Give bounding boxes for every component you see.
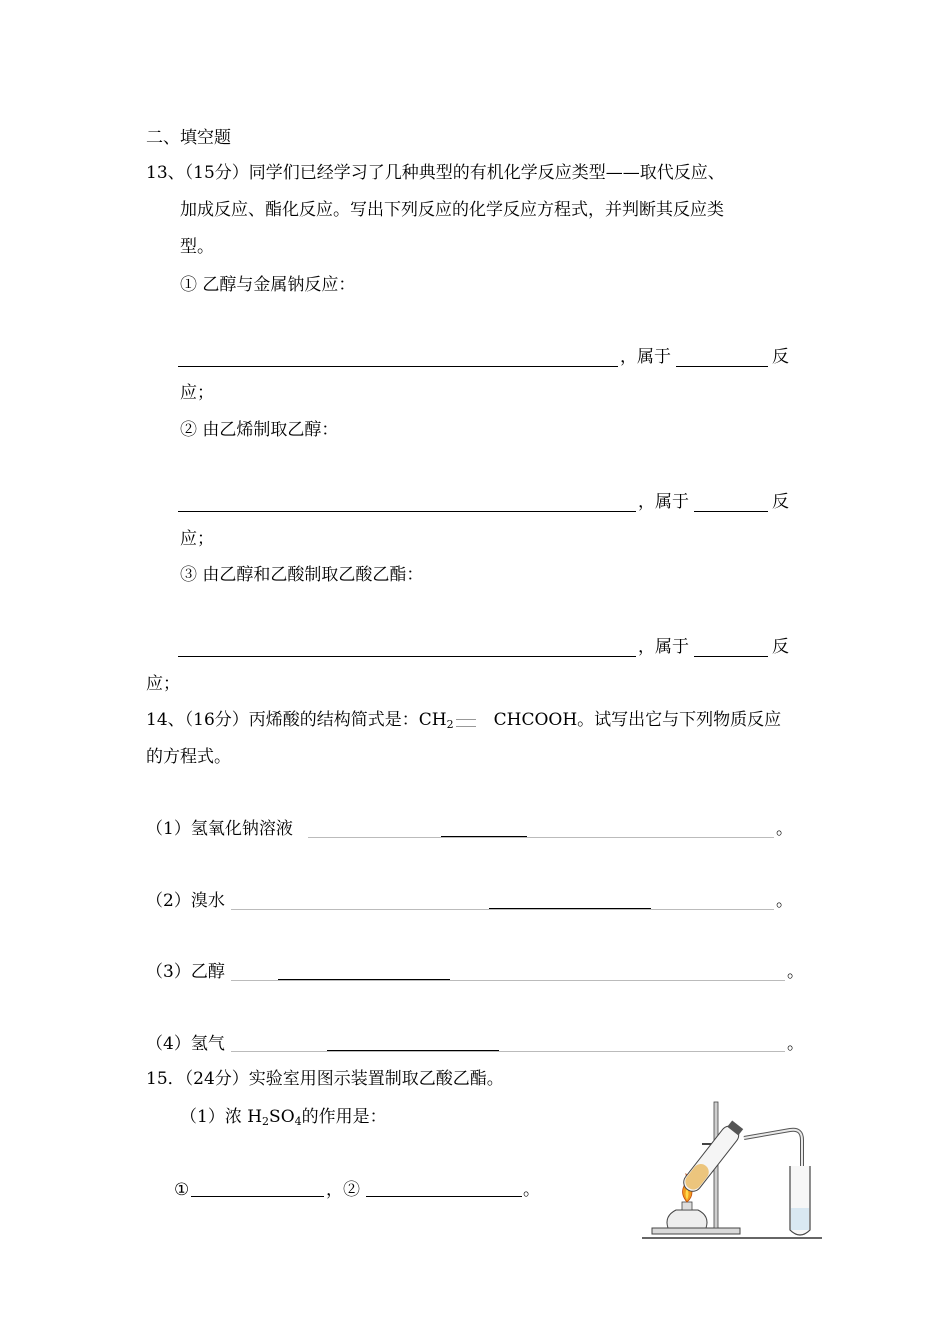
q13-item2-ying: 应； [180,529,214,549]
lamp-neck [682,1202,692,1210]
receiving-liquid [791,1208,809,1230]
q13-item3-type-blank[interactable] [694,656,768,657]
q14-item3-blank[interactable] [231,980,785,981]
q14-line2: 的方程式。 [146,747,231,767]
q14-item3-end: 。 [787,962,804,982]
q14-item1-blank-dark [441,836,527,837]
q15-sub1-b: SO [269,1107,295,1127]
q14-item3-blank-dark [278,979,450,980]
q15-answer-comma: ，② [326,1180,360,1200]
q14-item2-end: 。 [776,891,793,911]
q13-line1: 13、（15分）同学们已经学习了几种典型的有机化学反应类型——取代反应、 [146,163,725,183]
q15-sub1-a: （1）浓 H [180,1107,263,1127]
q15-answer1-blank[interactable] [191,1196,324,1197]
q13-item2-prompt: ② 由乙烯制取乙醇： [180,420,339,440]
q14-item1-blank[interactable] [308,837,774,838]
section-title: 二、填空题 [146,128,231,148]
q14-item4-blank[interactable] [231,1051,785,1052]
q14-item1-end: 。 [776,819,793,839]
q13-item3-prompt: ③ 由乙醇和乙酸制取乙酸乙酯： [180,565,424,585]
q14-subscript: 2 [446,718,454,731]
q13-item3-equation-blank[interactable] [178,656,636,657]
reaction-test-tube [680,1119,745,1195]
q13-item1-prompt: ① 乙醇与金属钠反应： [180,275,356,295]
q14-item4-end: 。 [787,1034,804,1054]
q13-item1-fan: 反 [772,347,789,367]
q13-item3-ying: 应； [146,674,180,694]
q14-item1-label: （1）氢氧化钠溶液 [146,819,293,839]
double-bond [456,719,476,727]
q14-item4-blank-dark [327,1050,499,1051]
q15-sub1-sub2: 4 [294,1115,302,1128]
q13-item2-equation-blank[interactable] [178,511,636,512]
q14-text-b: CHCOOH。试写出它与下列物质反应 [493,710,782,730]
q14-line1 [146,710,781,735]
q14-item2-blank[interactable] [231,909,774,910]
q13-item1-type-blank[interactable] [676,366,768,367]
q15-line1: 15．（24分）实验室用图示装置制取乙酸乙酯。 [146,1069,504,1089]
q13-item2-type-blank[interactable] [694,511,768,512]
q13-item1-equation-blank[interactable] [178,366,618,367]
q14-text-a: 14、（16分）丙烯酸的结构简式是：CH [146,710,447,730]
q13-item3-belongs: ，属于 [638,637,689,657]
q15-sub1 [180,1107,387,1132]
q13-item1-belongs: ，属于 [620,347,671,367]
q15-sub1-sub1: 2 [262,1115,270,1128]
q15-answer-circle1: ① [174,1180,190,1200]
q13-item3-fan: 反 [772,637,789,657]
q15-answer-end: 。 [523,1180,540,1200]
q14-item4-label: （4）氢气 [146,1034,225,1054]
lab-apparatus-illustration [640,1098,826,1244]
q15-answer2-blank[interactable] [366,1196,522,1197]
q15-sub1-c: 的作用是： [301,1107,387,1127]
q13-item1-ying: 应； [180,383,214,403]
q13-line2: 加成反应、酯化反应。写出下列反应的化学反应方程式，并判断其反应类 [180,200,724,220]
q14-item2-label: （2）溴水 [146,891,225,911]
stand-base [652,1228,740,1234]
q13-item2-belongs: ，属于 [638,492,689,512]
q13-line3: 型。 [180,237,214,257]
alcohol-lamp [667,1210,707,1228]
q13-item2-fan: 反 [772,492,789,512]
q14-item3-label: （3）乙醇 [146,962,225,982]
q14-item2-blank-dark [489,908,651,909]
